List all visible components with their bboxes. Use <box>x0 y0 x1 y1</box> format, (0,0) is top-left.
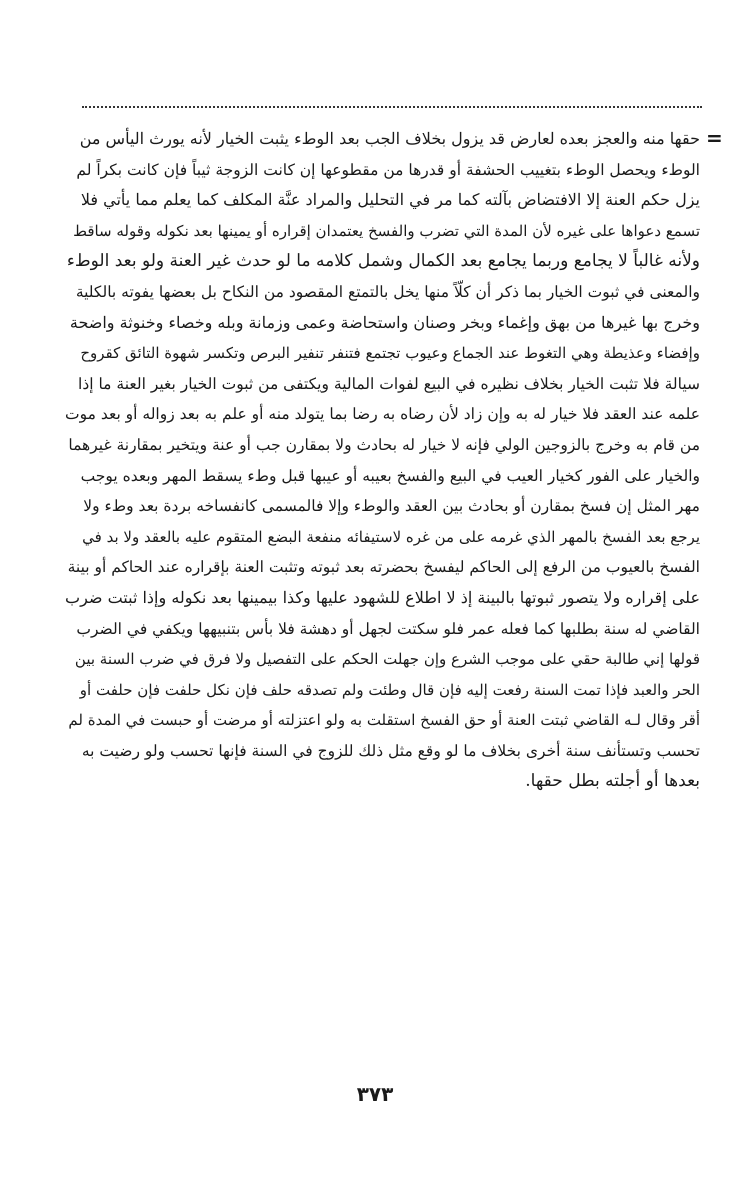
footnote-line: بعدها أو أجلته بطل حقها. <box>525 771 700 792</box>
footnote-line: على إقراره ولا يتصور ثبوتها بالبينة إذ لا اطلاع للشهود عليها وكذا بيمينها بعد نكوله وإذا ثبتت ضرب <box>65 587 700 607</box>
footnote-line: الحر والعبد فإذا تمت السنة رفعت إليه فإن قال وطئت ولم تصدقه حلف فإن نكل حلفت فإن حلفت أو <box>79 680 700 699</box>
footnote-line: الوطء ويحصل الوطء بتغييب الحشفة أو قدرها من مقطوعها إن كانت الزوجة ثيباً فإن كانت بكراً لم <box>76 160 700 179</box>
continuation-mark: = <box>706 126 723 150</box>
footnote-line: تسمع دعواها على غيره لأن المدة التي تضرب والفسخ يعتمدان إقراره أو يمينها بعد نكوله وقوله ساقط <box>73 221 700 240</box>
footnote-line: سيالة فلا تثبت الخيار بخلاف نظيره في البيع لفوات المالية ويكتفى من ثبوت الخيار بغير العنة ما إذا <box>78 374 700 393</box>
footnote-line: ولأنه غالباً لا يجامع وربما يجامع بعد الكمال وشمل كلامه ما لو حدث غير العنة ولو بعد الوطء <box>66 251 700 272</box>
footnote-line: قولها إني طالبة حقي على موجب الشرع وإن جهلت الحكم على التفصيل ولا فرق في ضرب السنة بين <box>74 650 700 669</box>
footnote-line: القاضي له سنة بطلبها كما فعله عمر فلو سكتت لجهل أو دهشة فلا بأس بتنبيهها ويكفي في الضرب <box>76 619 700 638</box>
footnote-text <box>64 124 700 797</box>
footnote-line: والخيار على الفور كخيار العيب في البيع والفسخ بعيبه أو عيبها قبل وطء يسقط المهر وبعده يوجب <box>80 466 700 485</box>
footnote-line: وخرج بها غيرها من بهق وإغماء وبخر وصنان واستحاضة وعمى وزمانة وبله وخصاء وخنوثة واضحة <box>69 312 700 332</box>
footnote-line: حقها منه والعجز بعده لعارض قد يزول بخلاف الجب بعد الوطء يثبت الخيار لأنه يورث اليأس من <box>79 129 700 148</box>
footnote-line: الفسخ بالعيوب من الرفع إلى الحاكم ليفسخ بحضرته بعد ثبوته وتثبت العنة بإقراره عند الحاكم أو بينة <box>67 558 700 577</box>
footnote-separator <box>82 106 702 108</box>
footnote-line: علمه عند العقد فلا خيار له به وإن زاد لأن رضاه به رضا بما يتولد منه أو علم به بعد زواله أو بعد موت <box>65 405 700 424</box>
footnote-line: مهر المثل إن فسخ بمقارن أو بحادث بين العقد والوطء وإلا فالمسمى كانفساخه بردة بعد وطء ولا <box>83 497 700 516</box>
page-number: ٣٧٣ <box>356 1082 394 1106</box>
footnote-line: تحسب وتستأنف سنة أخرى بخلاف ما لو وقع مثل ذلك للزوج في السنة فإنها تحسب ولو رضيت به <box>81 741 700 760</box>
footnote-line: يرجع بعد الفسخ بالمهر الذي غرمه على من غره لاستيفائه منفعة البضع المتقوم عليه بالعقد ولا بد في <box>82 527 700 546</box>
footnote-line: يزل حكم العنة إلا الافتضاض بآلته كما مر في التحليل والمراد عنَّة المكلف كما يعلم مما يأتي فلا <box>80 190 700 210</box>
footnote-line: وإفضاء وعذيطة وهي التغوط عند الجماع وعيوب تجتمع فتنفر تنفير البرص وتكسر شهوة التائق كقروح <box>80 344 700 363</box>
footnote-line: أقر وقال لـه القاضي ثبتت العنة أو حق الفسخ استقلت به ولو اعتزلته أو مرضت أو حبست في المدة لم <box>68 711 700 730</box>
footnote-line: من قام به وخرج بالزوجين الولي فإنه لا خيار له بحادث ولا بمقارن جب أو عنة ويتخير بمقارنة غيرهما <box>68 435 700 454</box>
footnote-line: والمعنى في ثبوت الخيار بما ذكر أن كلّاً منها يخل بالتمتع المقصود من النكاح بل بعضها يفوته بالكلية <box>75 282 700 301</box>
